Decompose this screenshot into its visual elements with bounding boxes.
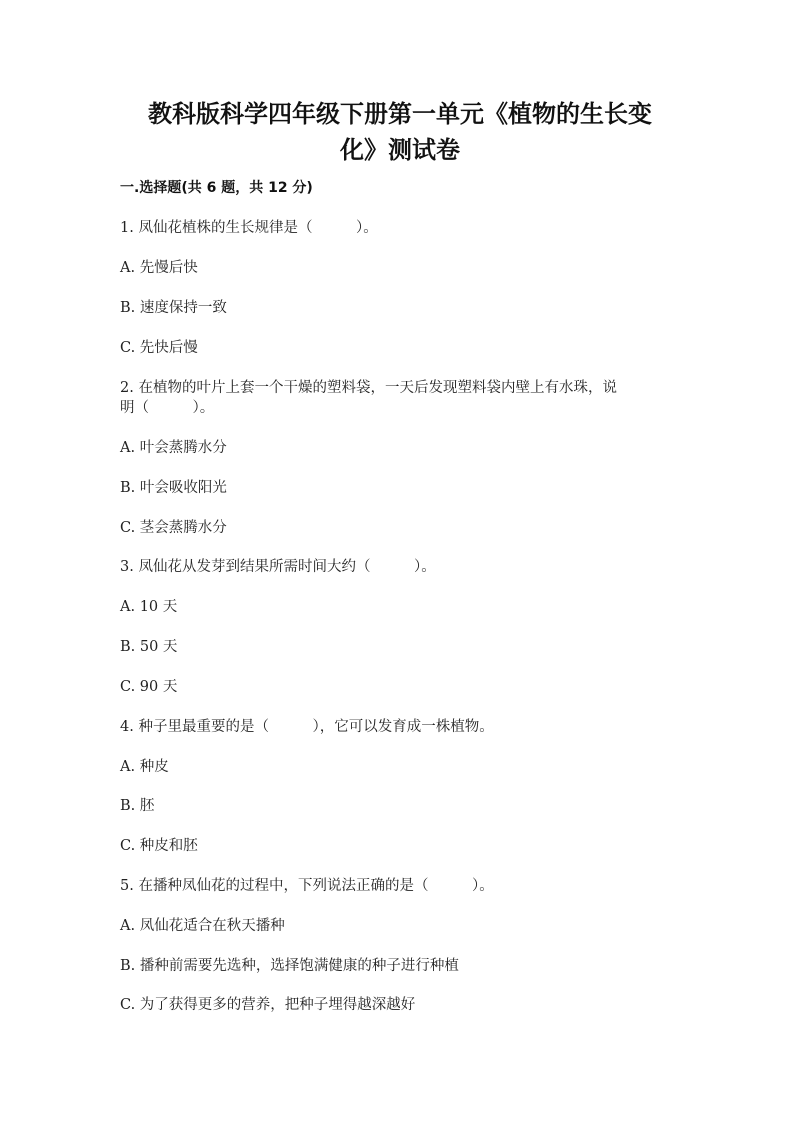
question-2-option-b: B. 叶会吸收阳光 [120,480,227,496]
title-line-1: 教科版科学四年级下册第一单元《植物的生长变 [148,100,652,128]
question-1-option-c: C. 先快后慢 [120,340,198,356]
question-4-option-a: A. 种皮 [120,759,169,775]
question-2-option-c: C. 茎会蒸腾水分 [120,520,227,536]
question-5-stem: 5. 在播种凤仙花的过程中，下列说法正确的是（ ）。 [120,878,494,894]
question-2-option-a: A. 叶会蒸腾水分 [120,440,227,456]
title-line-2: 化》测试卷 [340,136,460,164]
question-5-option-b: B. 播种前需要先选种，选择饱满健康的种子进行种植 [120,958,459,974]
question-2-stem-line-2: 明（ ）。 [120,400,215,416]
section-heading: 一.选择题(共 6 题，共 12 分) [120,180,313,196]
question-2-stem-line-1: 2. 在植物的叶片上套一个干燥的塑料袋，一天后发现塑料袋内壁上有水珠，说 [120,380,617,396]
page-title [120,96,680,168]
question-5-option-a: A. 凤仙花适合在秋天播种 [120,918,285,934]
question-4-option-c: C. 种皮和胚 [120,838,198,854]
question-1-option-a: A. 先慢后快 [120,260,198,276]
question-1-option-b: B. 速度保持一致 [120,300,227,316]
question-4-stem: 4. 种子里最重要的是（ ），它可以发育成一株植物。 [120,719,494,735]
question-3-option-c: C. 90 天 [120,679,178,695]
question-3-option-a: A. 10 天 [120,599,178,615]
question-3-stem: 3. 凤仙花从发芽到结果所需时间大约（ ）。 [120,559,436,575]
question-4-option-b: B. 胚 [120,798,155,814]
question-5-option-c: C. 为了获得更多的营养，把种子埋得越深越好 [120,997,416,1013]
question-3-option-b: B. 50 天 [120,639,178,655]
question-1-stem: 1. 凤仙花植株的生长规律是（ ）。 [120,220,378,236]
